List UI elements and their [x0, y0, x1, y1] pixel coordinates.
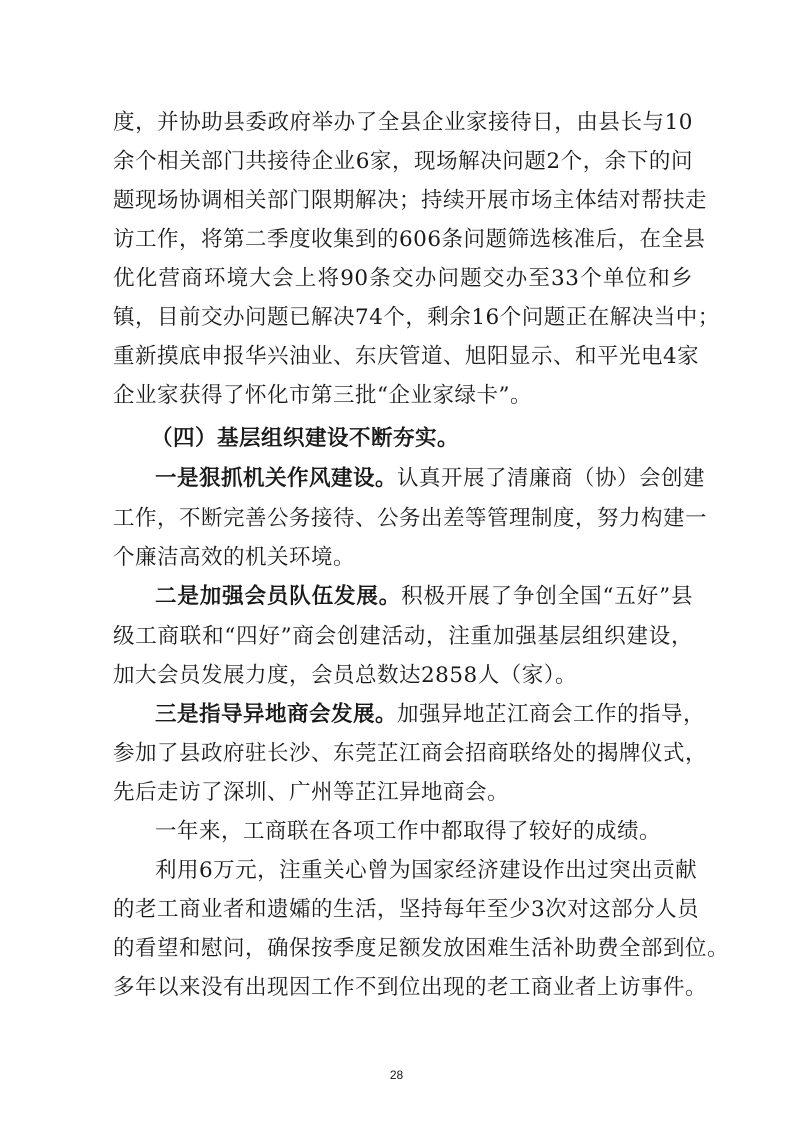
item-first-line	[155, 466, 706, 492]
text-line: 题现场协调相关部门限期解决；持续开展市场主体结对帮扶走	[113, 188, 708, 213]
text-line: 级工商联和“四好”商会创建活动，注重加强基层组织建设，	[113, 624, 693, 649]
item-text: 积极开展了争创全国“五好”县	[401, 584, 693, 609]
text-line: 的老工商业者和遗孀的生活，坚持每年至少3次对这部分人员	[113, 897, 700, 922]
text-line: 的看望和慰问，确保按季度足额发放困难生活补助费全部到位。	[113, 936, 730, 961]
summary-line: 一年来，工商联在各项工作中都取得了较好的成绩。	[155, 819, 662, 844]
text-line: 加大会员发展力度，会员总数达2858人（家）。	[113, 663, 577, 688]
text-line: 镇，目前交办问题已解决74个，剩余16个问题正在解决当中；	[113, 305, 720, 330]
text-line: 工作，不断完善公务接待、公务出差等管理制度，努力构建一	[113, 506, 708, 531]
text-line: 个廉洁高效的机关环境。	[113, 545, 356, 570]
item-lead: 二是加强会员队伍发展。	[155, 584, 402, 609]
text-line: 度，并协助县委政府举办了全县企业家接待日，由县长与10	[113, 110, 693, 135]
text-line: 余个相关部门共接待企业6家，现场解决问题2个，余下的问	[113, 149, 693, 174]
item-text: 认真开展了清廉商（协）会创建	[397, 466, 706, 491]
text-line: 重新摸底申报华兴油业、东庆管道、旭阳显示、和平光电4家	[113, 344, 700, 369]
text-line: 先后走访了深圳、广州等芷江异地商会。	[113, 780, 510, 805]
page-number: 28	[389, 1068, 404, 1082]
text-line: 参加了县政府驻长沙、东莞芷江商会招商联络处的揭牌仪式，	[113, 741, 708, 766]
item-first-line	[155, 584, 693, 610]
item-first-line	[155, 702, 706, 728]
text-line: 访工作，将第二季度收集到的606条问题筛选核准后，在全县	[113, 227, 706, 252]
text-line: 多年以来没有出现因工作不到位出现的老工商业者上访事件。	[113, 975, 708, 1000]
text-line: 利用6万元，注重关心曾为国家经济建设作出过突出贡献	[155, 858, 698, 883]
text-line: 优化营商环境大会上将90条交办问题交办至33个单位和乡	[113, 266, 693, 291]
item-lead: 一是狠抓机关作风建设。	[155, 466, 398, 491]
text-line: 企业家获得了怀化市第三批“企业家绿卡”。	[113, 383, 532, 408]
section-heading: （四）基层组织建设不断夯实。	[151, 426, 460, 451]
item-text: 加强异地芷江商会工作的指导，	[397, 702, 706, 727]
item-lead: 三是指导异地商会发展。	[155, 702, 398, 727]
